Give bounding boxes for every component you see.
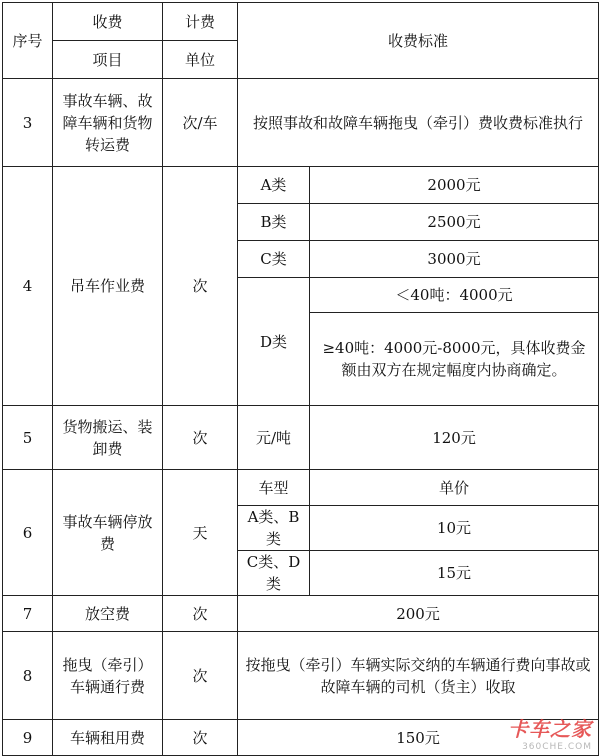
row-item: 事故车辆停放费 — [53, 470, 163, 596]
row-unit: 天 — [163, 470, 238, 596]
sub-price: 3000元 — [310, 241, 599, 278]
table-row — [3, 720, 599, 756]
row-unit: 次 — [163, 596, 238, 632]
sub-class: D类 — [238, 278, 310, 406]
row-seq: 8 — [3, 632, 53, 720]
sub-head-price: 单价 — [310, 470, 599, 506]
row-item: 吊车作业费 — [53, 167, 163, 406]
row-unit: 次 — [163, 720, 238, 756]
row-seq: 3 — [3, 79, 53, 167]
header-fee-top: 收费 — [53, 3, 163, 41]
row-unit: 次 — [163, 632, 238, 720]
table-row — [3, 470, 599, 506]
row-seq: 7 — [3, 596, 53, 632]
sub-class: C类、D类 — [238, 551, 310, 596]
sub-price: ＜40吨：4000元 — [310, 278, 599, 313]
header-seq: 序号 — [3, 3, 53, 79]
row-seq: 4 — [3, 167, 53, 406]
row-seq: 5 — [3, 406, 53, 470]
header-unit-bottom: 单位 — [163, 41, 238, 79]
table-row — [3, 167, 599, 204]
sub-price: 2000元 — [310, 167, 599, 204]
row-standard: 按照事故和故障车辆拖曳（牵引）费收费标准执行 — [238, 79, 599, 167]
row-seq: 6 — [3, 470, 53, 596]
sub-unit: 元/吨 — [238, 406, 310, 470]
table-row — [3, 596, 599, 632]
sub-price: 2500元 — [310, 204, 599, 241]
row-unit: 次 — [163, 167, 238, 406]
header-row — [3, 3, 599, 41]
row-unit: 次 — [163, 406, 238, 470]
row-item: 车辆租用费 — [53, 720, 163, 756]
sub-class: A类 — [238, 167, 310, 204]
table-row — [3, 632, 599, 720]
row-unit: 次/车 — [163, 79, 238, 167]
row-standard: 200元 — [238, 596, 599, 632]
row-standard: 按拖曳（牵引）车辆实际交纳的车辆通行费向事故或故障车辆的司机（货主）收取 — [238, 632, 599, 720]
row-item: 事故车辆、故障车辆和货物转运费 — [53, 79, 163, 167]
row-item: 货物搬运、装卸费 — [53, 406, 163, 470]
watermark-url: 360CHE.COM — [522, 742, 592, 752]
sub-price: 120元 — [310, 406, 599, 470]
sub-class: A类、B类 — [238, 506, 310, 551]
row-item: 拖曳（牵引）车辆通行费 — [53, 632, 163, 720]
watermark-text: 卡车之家 — [508, 717, 592, 741]
row-seq: 9 — [3, 720, 53, 756]
sub-price: 10元 — [310, 506, 599, 551]
sub-class: C类 — [238, 241, 310, 278]
row-standard: 150元 — [238, 720, 599, 756]
header-standard: 收费标准 — [238, 3, 599, 79]
table-row — [3, 406, 599, 470]
sub-head-type: 车型 — [238, 470, 310, 506]
header-unit-top: 计费 — [163, 3, 238, 41]
row-item: 放空费 — [53, 596, 163, 632]
header-fee-bottom: 项目 — [53, 41, 163, 79]
sub-class: B类 — [238, 204, 310, 241]
sub-price: 15元 — [310, 551, 599, 596]
sub-price: ≥40吨：4000元-8000元，具体收费金额由双方在规定幅度内协商确定。 — [310, 313, 599, 406]
fee-table — [2, 2, 599, 756]
table-row — [3, 79, 599, 167]
